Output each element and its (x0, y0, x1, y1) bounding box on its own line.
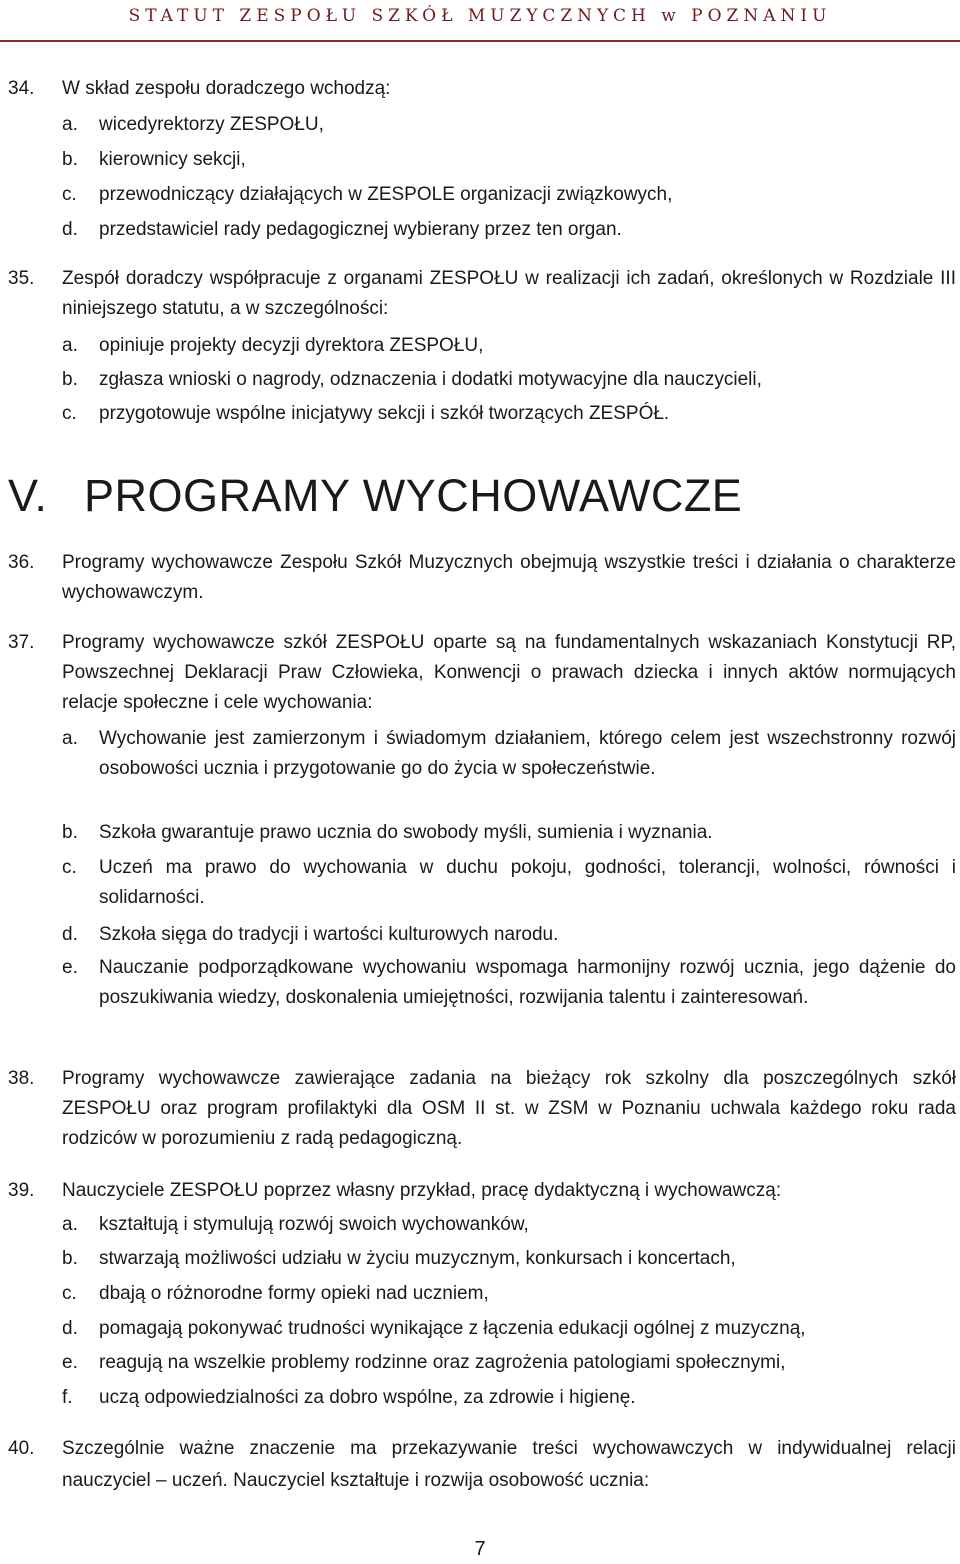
section-title: PROGRAMY WYCHOWAWCZE (84, 470, 743, 521)
list-item-letter: e. (62, 1352, 78, 1373)
list-item-text: przedstawiciel rady pedagogicznej wybierany przez ten organ. (99, 219, 622, 240)
list-item-text: opiniuje projekty decyzji dyrektora ZESPOŁU, (99, 335, 484, 356)
paragraph-34 (0, 74, 960, 104)
page-header (0, 0, 960, 44)
paragraph-text: Programy wychowawcze szkół ZESPOŁU oparte są na fundamentalnych wskazaniach Konstytucji RP, Powszechnej Deklaracji Praw Człowieka, Konwencji o prawach dziecka i innych aktów normujących relacje społeczne i cele wychowania: (62, 632, 956, 713)
list-item-letter: b. (62, 1248, 78, 1269)
list-item-text: stwarzają możliwości udziału w życiu muzycznym, konkursach i koncertach, (99, 1248, 736, 1269)
paragraph-text: W skład zespołu doradczego wchodzą: (62, 78, 391, 99)
paragraph-text: Programy wychowawcze Zespołu Szkół Muzycznych obejmują wszystkie treści i działania o charakterze wychowawczym. (62, 552, 956, 603)
paragraph-text: Zespół doradczy współpracuje z organami ZESPOŁU w realizacji ich zadań, określonych w Rozdziale III niniejszego statutu, a w szczególności: (62, 268, 956, 319)
list-item-text: zgłasza wnioski o nagrody, odznaczenia i dodatki motywacyjne dla nauczycieli, (99, 369, 762, 390)
list-item-text: Uczeń ma prawo do wychowania w duchu pokoju, godności, tolerancji, wolności, równości i solidarności. (99, 857, 956, 908)
list-item-letter: a. (62, 728, 78, 749)
paragraph-text: Programy wychowawcze zawierające zadania na bieżący rok szkolny dla poszczególnych szkół ZESPOŁU oraz program profilaktyki dla OSM II st. w ZSM w Poznaniu uchwala każdego roku rada rodziców w porozumieniu z radą pedagogiczną. (62, 1068, 956, 1149)
paragraph-number: 34. (8, 78, 35, 99)
list-item-text: reagują na wszelkie problemy rodzinne oraz zagrożenia patologiami społecznymi, (99, 1352, 786, 1373)
page-number: 7 (474, 1538, 486, 1560)
list-item-letter: e. (62, 957, 78, 978)
paragraph-number: 39. (8, 1180, 35, 1201)
list-item-letter: c. (62, 857, 77, 878)
list-item-letter: c. (62, 1283, 77, 1304)
list-item-text: wicedyrektorzy ZESPOŁU, (99, 114, 324, 135)
list-item-letter: a. (62, 114, 78, 135)
paragraph-35 (0, 264, 960, 324)
list-item-letter: d. (62, 219, 78, 240)
header-divider (0, 40, 960, 42)
list-item-letter: d. (62, 1318, 78, 1339)
list-item-letter: b. (62, 822, 78, 843)
section-number: V. (8, 470, 48, 521)
paragraph-number: 35. (8, 268, 35, 289)
list-item-letter: b. (62, 369, 78, 390)
list-item-text: pomagają pokonywać trudności wynikające z łączenia edukacji ogólnej z muzyczną, (99, 1318, 806, 1339)
header-title: STATUT ZESPOŁU SZKÓŁ MUZYCZNYCH w POZNANIU (128, 6, 832, 26)
list-item-text: Szkoła sięga do tradycji i wartości kulturowych narodu. (99, 924, 559, 945)
list-item-text: kierownicy sekcji, (99, 149, 246, 170)
paragraph-number: 38. (8, 1068, 35, 1089)
paragraph-38 (0, 1064, 960, 1154)
list-item-text: uczą odpowiedzialności za dobro wspólne, za zdrowie i higienę. (99, 1387, 636, 1408)
list-item-letter: c. (62, 184, 77, 205)
list-item-text: Wychowanie jest zamierzonym i świadomym działaniem, którego celem jest wszechstronny rozwój osobowości ucznia i przygotowanie go do życia w społeczeństwie. (99, 728, 956, 779)
list-item-text: przygotowuje wspólne inicjatywy sekcji i szkół tworzących ZESPÓŁ. (99, 403, 670, 424)
list-item-text: przewodniczący działających w ZESPOLE organizacji związkowych, (99, 184, 673, 205)
paragraph-36 (0, 548, 960, 608)
list-item-letter: f. (62, 1387, 73, 1408)
list-item-text: kształtują i stymulują rozwój swoich wychowanków, (99, 1214, 529, 1235)
paragraph-number: 40. (8, 1438, 35, 1459)
paragraph-number: 36. (8, 552, 35, 573)
list-item-letter: d. (62, 924, 78, 945)
list-item-text: Szkoła gwarantuje prawo ucznia do swobody myśli, sumienia i wyznania. (99, 822, 713, 843)
paragraph-39 (0, 1176, 960, 1206)
list-item-text: Nauczanie podporządkowane wychowaniu wspomaga harmonijny rozwój ucznia, jego dążenie do poszukiwania wiedzy, doskonalenia umiejętności, rozwijania talentu i zainteresowań. (99, 957, 956, 1008)
paragraph-37 (0, 628, 960, 718)
paragraph-text: Nauczyciele ZESPOŁU poprzez własny przykład, pracę dydaktyczną i wychowawczą: (62, 1180, 782, 1201)
paragraph-40 (0, 1433, 960, 1497)
list-item-letter: b. (62, 149, 78, 170)
paragraph-number: 37. (8, 632, 35, 653)
list-item-letter: a. (62, 1214, 78, 1235)
list-item-letter: a. (62, 335, 78, 356)
paragraph-text: Szczególnie ważne znaczenie ma przekazywanie treści wychowawczych w indywidualnej relacji nauczyciel – uczeń. Nauczyciel kształtuje i rozwija osobowość ucznia: (62, 1438, 956, 1491)
list-item-letter: c. (62, 403, 77, 424)
list-item-text: dbają o różnorodne formy opieki nad uczniem, (99, 1283, 489, 1304)
